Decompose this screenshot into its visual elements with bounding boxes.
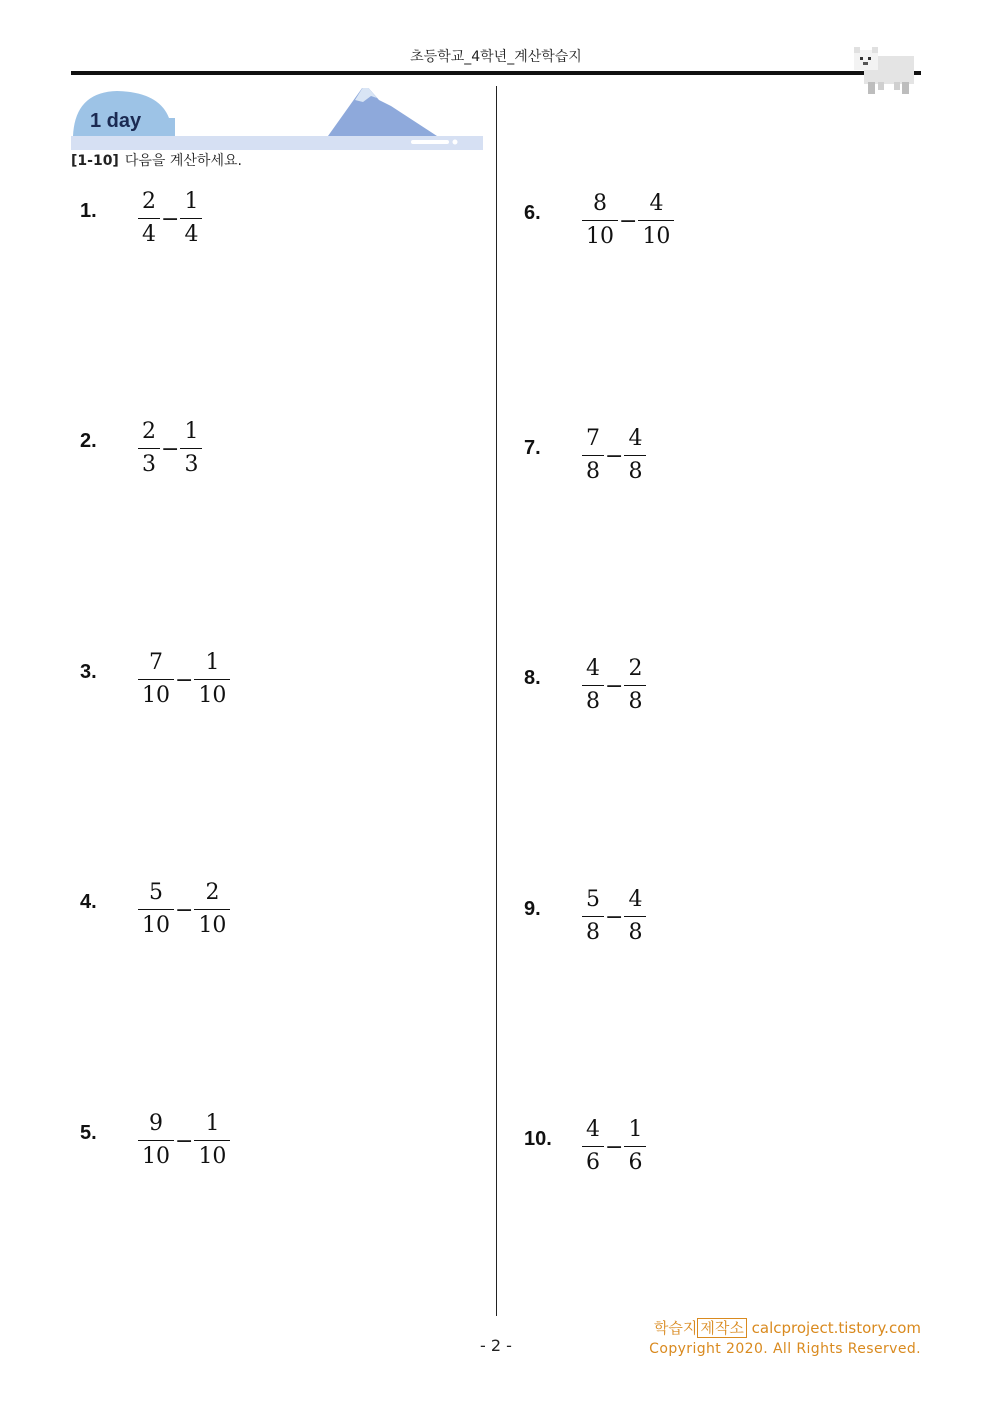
denominator: 10: [142, 683, 170, 708]
numerator: 4: [586, 1117, 600, 1142]
problem-9: [524, 886, 646, 947]
denominator: 4: [142, 222, 156, 247]
problem-number: 9.: [524, 898, 541, 920]
minus-sign: −: [161, 437, 180, 462]
fraction-left: [138, 879, 174, 940]
fraction-right: [624, 886, 646, 947]
problem-number: 3.: [80, 661, 97, 683]
fraction-left: [138, 649, 174, 710]
numerator: 2: [628, 656, 643, 681]
minus-sign: −: [619, 209, 638, 234]
denominator: 10: [642, 224, 671, 249]
numerator: 5: [149, 880, 163, 905]
denominator: 3: [184, 452, 199, 477]
denominator: 8: [628, 689, 643, 714]
problem-number: 8.: [524, 667, 541, 689]
fraction-left: [582, 425, 604, 486]
day-label: 1 day: [90, 110, 142, 132]
fraction-left: [138, 1110, 174, 1171]
numerator: 7: [586, 426, 600, 451]
numerator: 2: [142, 419, 156, 444]
denominator: 10: [198, 913, 227, 938]
denominator: 4: [184, 222, 199, 247]
fraction-right: [624, 425, 646, 486]
problem-10: [524, 1116, 646, 1177]
problem-8: [524, 655, 646, 716]
problem-range: [1-10]: [71, 153, 119, 169]
denominator: 10: [586, 224, 614, 249]
denominator: 8: [586, 689, 600, 714]
numerator: 9: [149, 1111, 163, 1136]
denominator: 3: [142, 452, 156, 477]
minus-sign: −: [175, 668, 194, 693]
fraction-right: [180, 418, 202, 479]
denominator: 8: [628, 459, 643, 484]
problem-7: [524, 425, 646, 486]
polar-bear-icon: [850, 44, 920, 96]
page-number: - 2 -: [480, 1336, 512, 1355]
numerator: 2: [205, 880, 220, 905]
problem-number: 10.: [524, 1128, 552, 1150]
numerator: 1: [205, 1111, 220, 1136]
page-header-title: 초등학교_4학년_계산학습지: [410, 49, 582, 65]
instruction: [71, 150, 242, 170]
fraction-left: [582, 886, 604, 947]
fraction-right: [638, 190, 674, 251]
brand-boxed: 제작소: [697, 1318, 746, 1338]
numerator: 4: [586, 656, 600, 681]
denominator: 8: [586, 920, 600, 945]
problem-number: 7.: [524, 437, 541, 459]
fraction-left: [582, 655, 604, 716]
instruction-text: 다음을 계산하세요.: [124, 153, 242, 169]
numerator: 1: [205, 650, 220, 675]
denominator: 8: [586, 459, 600, 484]
problem-number: 1.: [80, 200, 97, 222]
numerator: 1: [184, 189, 199, 214]
fraction-right: [180, 188, 202, 249]
numerator: 7: [149, 650, 163, 675]
denominator: 6: [586, 1150, 600, 1175]
numerator: 1: [184, 419, 199, 444]
numerator: 5: [586, 887, 600, 912]
site-link[interactable]: calcproject.tistory.com: [751, 1319, 921, 1337]
minus-sign: −: [605, 674, 624, 699]
problem-1: [80, 188, 202, 249]
brand-prefix: 학습지: [653, 1319, 698, 1337]
minus-sign: −: [175, 1129, 194, 1154]
problem-number: 2.: [80, 430, 97, 452]
footer-brand: [654, 1317, 921, 1338]
minus-sign: −: [605, 1135, 624, 1160]
problem-6: [524, 190, 674, 251]
problem-2: [80, 418, 202, 479]
numerator: 4: [628, 426, 643, 451]
denominator: 10: [142, 1144, 170, 1169]
fraction-right: [194, 1110, 230, 1171]
denominator: 10: [142, 913, 170, 938]
fraction-right: [194, 649, 230, 710]
header-rule: [71, 71, 921, 75]
problem-4: [80, 879, 230, 940]
denominator: 10: [198, 683, 227, 708]
minus-sign: −: [605, 905, 624, 930]
minus-sign: −: [605, 444, 624, 469]
fraction-right: [194, 879, 230, 940]
numerator: 4: [628, 887, 643, 912]
column-divider: [496, 86, 497, 1316]
denominator: 10: [198, 1144, 227, 1169]
problem-number: 5.: [80, 1122, 97, 1144]
fraction-left: [138, 418, 160, 479]
problem-5: [80, 1110, 230, 1171]
fraction-left: [138, 188, 160, 249]
problem-number: 4.: [80, 891, 97, 913]
minus-sign: −: [161, 207, 180, 232]
denominator: 6: [628, 1150, 643, 1175]
fraction-left: [582, 1116, 604, 1177]
copyright: Copyright 2020. All Rights Reserved.: [649, 1341, 921, 1357]
numerator: 4: [649, 191, 664, 216]
problem-3: [80, 649, 230, 710]
numerator: 8: [593, 191, 607, 216]
fraction-right: [624, 655, 646, 716]
problem-number: 6.: [524, 202, 541, 224]
minus-sign: −: [175, 898, 194, 923]
numerator: 1: [628, 1117, 643, 1142]
denominator: 8: [628, 920, 643, 945]
numerator: 2: [142, 189, 156, 214]
fraction-left: [582, 190, 618, 251]
fraction-right: [624, 1116, 646, 1177]
